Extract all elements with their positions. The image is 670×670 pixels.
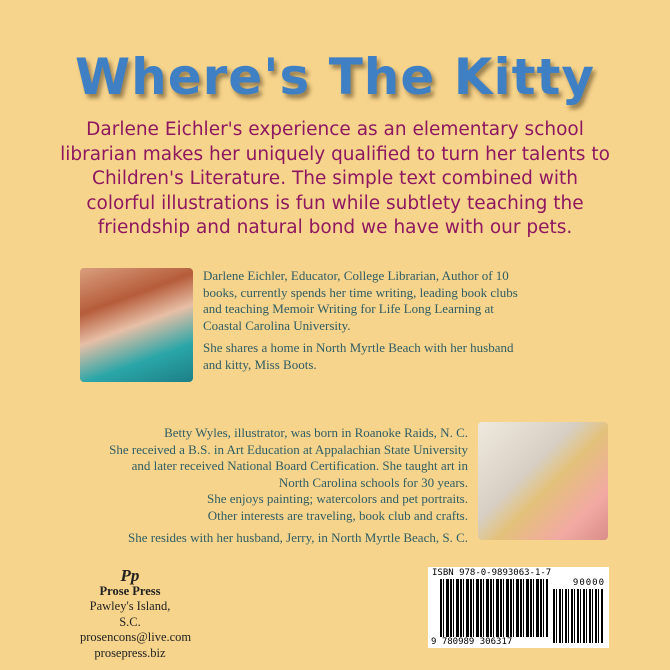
publisher-location: Pawley's Island, S.C.: [89, 599, 171, 629]
illustrator-bio-line: Other interests are traveling, book club and crafts.: [207, 507, 468, 523]
publisher-logo: Pp: [120, 566, 140, 585]
illustrator-bio-line: She received a B.S. in Art Education at Appalachian State University: [109, 441, 468, 457]
publisher-name: Prose Press: [99, 583, 161, 598]
publisher-info: [80, 566, 192, 661]
isbn-number: ISBN 978-0-9893063-1-7: [432, 568, 552, 578]
isbn-barcode: [428, 567, 609, 648]
illustrator-photo: [478, 422, 608, 540]
book-blurb: Darlene Eichler's experience as an elementary school librarian makes her uniquely qualified to turn her talents to Children's Literature. The simple text combined with colorful illustrations is fun while subtlety teaching the friendship and natural bond we have with our pets.: [60, 119, 610, 238]
addon-bars: [553, 589, 603, 643]
barcode-addon: 90000: [572, 578, 605, 588]
illustrator-bio-line: Betty Wyles, illustrator, was born in Roanoke Raids, N. C.: [164, 425, 468, 440]
illustrator-bio-line: and later received National Board Certification. She taught art in: [131, 458, 468, 473]
illustrator-bio-line: North Carolina schools for 30 years.: [278, 474, 468, 490]
publisher-email: prosencons@live.com: [80, 630, 192, 644]
illustrator-bio-line: She enjoys painting; watercolors and pet portraits.: [206, 491, 468, 506]
barcode-bars: [440, 579, 548, 637]
book-title: Where's The Kitty: [74, 48, 595, 106]
ean-number: 9 780989 306317: [431, 637, 513, 647]
author-bio-paragraph: She shares a home in North Myrtle Beach with her husband and kitty, Miss Boots.: [203, 340, 514, 372]
author-bio-paragraph: Darlene Eichler, Educator, College Librarian, Author of 10 books, currently spends her time writing, leading book clubs and teaching Memoir Writing for Life Long Learning at Coastal Carolina University.: [203, 268, 518, 333]
publisher-website: prosepress.biz: [94, 645, 166, 660]
author-photo: [80, 268, 193, 382]
illustrator-bio: [60, 425, 468, 547]
author-bio: [203, 268, 523, 379]
illustrator-bio-line: She resides with her husband, Jerry, in North Myrtle Beach, S. C.: [128, 530, 468, 545]
